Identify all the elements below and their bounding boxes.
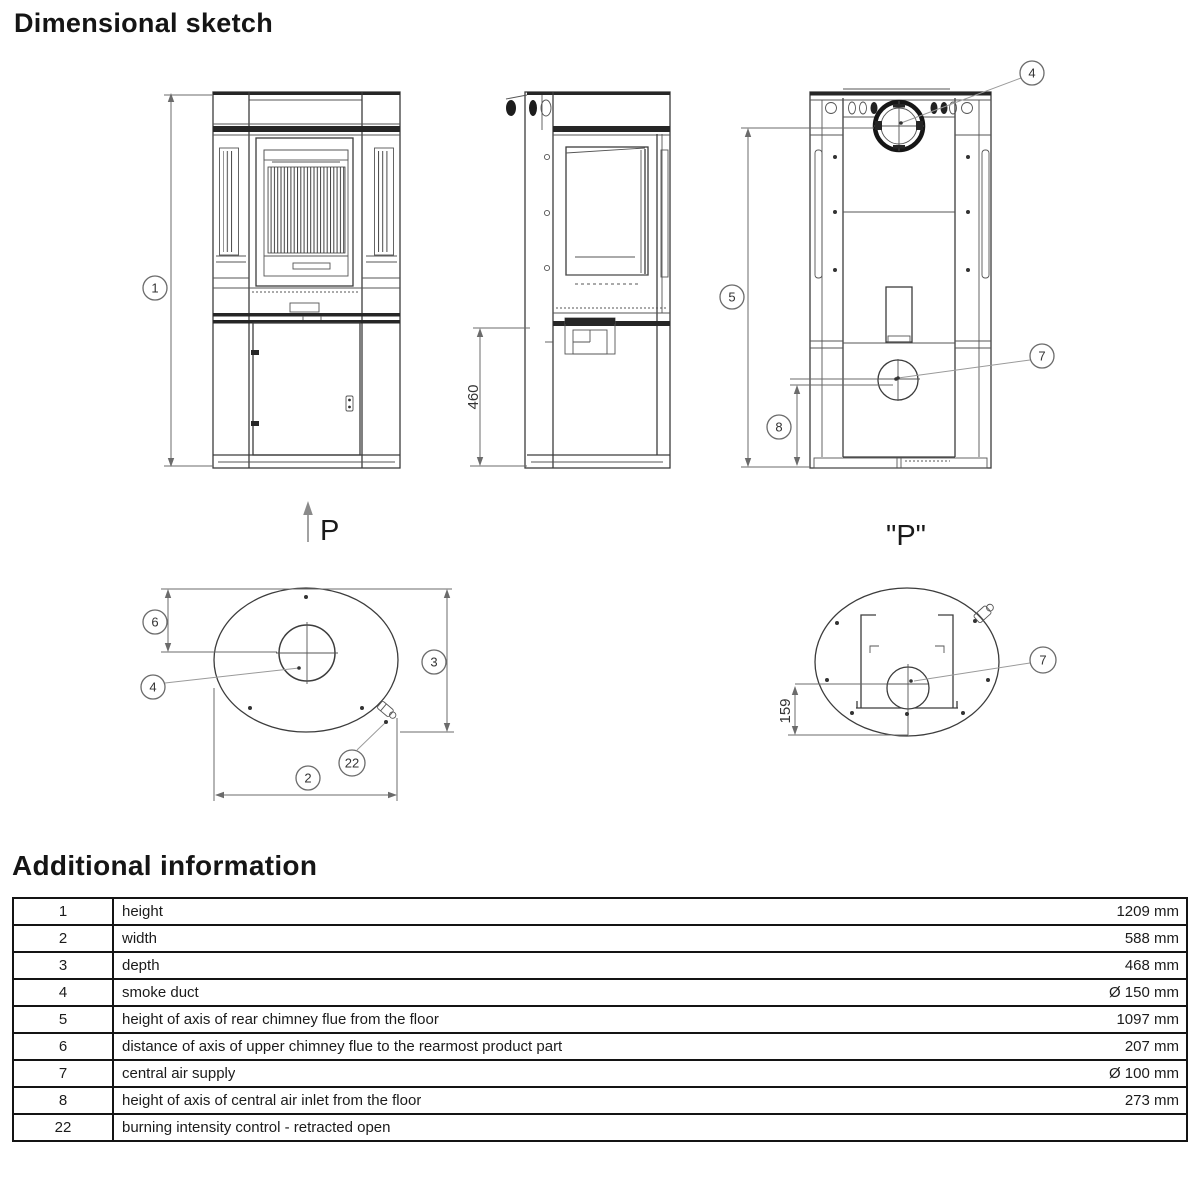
row-value: 273 mm bbox=[1124, 1092, 1179, 1109]
table-row bbox=[13, 952, 1187, 979]
row-description: distance of axis of upper chimney flue to the rearmost product part bbox=[122, 1038, 563, 1055]
row-value: 588 mm bbox=[1124, 930, 1179, 947]
view-direction-label: P bbox=[320, 515, 340, 547]
svg-text:7: 7 bbox=[1039, 652, 1047, 668]
svg-text:7: 7 bbox=[1038, 348, 1046, 364]
table-row bbox=[13, 979, 1187, 1006]
row-number: 3 bbox=[13, 952, 113, 979]
svg-text:1: 1 bbox=[151, 280, 159, 296]
p-view-label: "P" bbox=[886, 520, 926, 552]
dimension-159: 159 bbox=[777, 698, 794, 724]
page-title: Dimensional sketch bbox=[14, 8, 273, 38]
row-value: Ø 150 mm bbox=[1108, 984, 1179, 1001]
bottom-view-drawing bbox=[777, 520, 1056, 736]
row-description: height of axis of central air inlet from the floor bbox=[122, 1092, 422, 1109]
row-value: Ø 100 mm bbox=[1108, 1065, 1179, 1082]
svg-text:4: 4 bbox=[149, 679, 157, 695]
svg-text:5: 5 bbox=[728, 289, 736, 305]
row-value: 1097 mm bbox=[1116, 1011, 1179, 1028]
row-number: 5 bbox=[13, 1006, 113, 1033]
dimension-460: 460 bbox=[465, 384, 482, 410]
row-number: 6 bbox=[13, 1033, 113, 1060]
row-number: 4 bbox=[13, 979, 113, 1006]
row-number: 1 bbox=[13, 898, 113, 925]
row-value: 207 mm bbox=[1124, 1038, 1179, 1055]
table-row bbox=[13, 925, 1187, 952]
table-row bbox=[13, 1006, 1187, 1033]
row-number: 22 bbox=[13, 1114, 113, 1141]
row-description: central air supply bbox=[122, 1065, 236, 1082]
row-value: 468 mm bbox=[1124, 957, 1179, 974]
row-number: 8 bbox=[13, 1087, 113, 1114]
back-view-drawing bbox=[720, 61, 1054, 468]
row-description: height bbox=[122, 903, 163, 920]
row-description: smoke duct bbox=[122, 984, 199, 1001]
row-number: 7 bbox=[13, 1060, 113, 1087]
side-view-drawing bbox=[465, 92, 670, 468]
row-description: burning intensity control - retracted open bbox=[122, 1119, 391, 1136]
svg-text:6: 6 bbox=[151, 614, 159, 630]
svg-text:8: 8 bbox=[775, 419, 783, 435]
row-description: depth bbox=[122, 957, 160, 974]
svg-text:22: 22 bbox=[344, 755, 360, 771]
table-row bbox=[13, 898, 1187, 925]
table-row bbox=[13, 1060, 1187, 1087]
row-value: 1209 mm bbox=[1116, 903, 1179, 920]
front-view-drawing bbox=[143, 92, 400, 468]
svg-text:3: 3 bbox=[430, 654, 438, 670]
table-row bbox=[13, 1087, 1187, 1114]
svg-text:2: 2 bbox=[304, 770, 312, 786]
row-description: height of axis of rear chimney flue from the floor bbox=[122, 1011, 439, 1028]
table-row bbox=[13, 1114, 1187, 1141]
row-number: 2 bbox=[13, 925, 113, 952]
table-row bbox=[13, 1033, 1187, 1060]
svg-text:4: 4 bbox=[1028, 65, 1036, 81]
additional-information-table bbox=[12, 897, 1188, 1142]
additional-information-title: Additional information bbox=[12, 850, 318, 881]
row-description: width bbox=[122, 930, 158, 947]
top-view-drawing bbox=[141, 501, 454, 801]
